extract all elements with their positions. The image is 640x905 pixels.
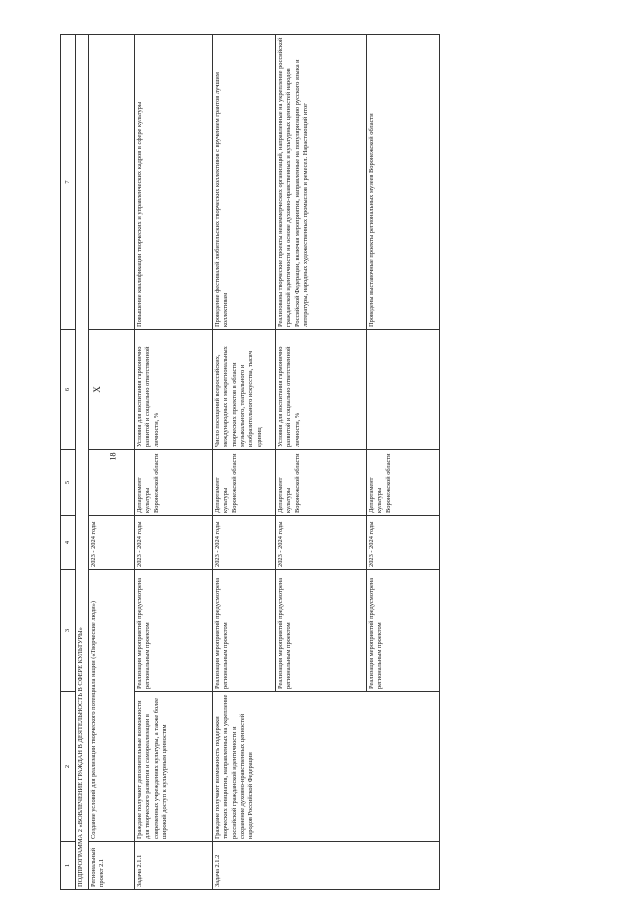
cell: 2023 - 2024 годы xyxy=(89,516,135,570)
cell: Проведение фестивалей любительских творческих коллективов с вручением грантов лучшим коллективам xyxy=(213,35,276,330)
cell: Задача 2.1.2 xyxy=(213,842,440,890)
page-number: 18 xyxy=(108,452,118,461)
cell: 2023 - 2024 годы xyxy=(213,516,276,570)
cell: 2023 - 2024 годы xyxy=(276,516,367,570)
cell: 2023 - 2024 годы xyxy=(367,516,440,570)
cell: Задача 2.1.1 xyxy=(135,842,213,890)
col-number-6: 6 xyxy=(61,330,76,450)
cell: Проведены выставочные проекты региональных музеев Воронежской области xyxy=(367,35,440,330)
cell: Реализация мероприятий предусмотрена региональным проектом xyxy=(135,570,213,692)
col-number-4: 4 xyxy=(61,516,76,570)
cell xyxy=(89,450,135,516)
table-row xyxy=(89,35,135,890)
cell: Повышение квалификации творческих и управленческих кадров в сфере культуры xyxy=(135,35,213,330)
rotated-page xyxy=(60,35,473,890)
subprogram-title: ПОДПРОГРАММА 2 «ВОВЛЕЧЕНИЕ ГРАЖДАН В ДЕЯТЕЛЬНОСТЬ В СФЕРЕ КУЛЬТУРЫ» xyxy=(76,35,89,890)
cell: Реализация мероприятий предусмотрена региональным проектом xyxy=(276,570,367,692)
cell: Условия для воспитания гармонично развитой и социально ответственной личности, % xyxy=(135,330,213,450)
cell: Создание условий для реализации творческого потенциала нации («Творческие люди») xyxy=(89,570,135,842)
col-number-7: 7 xyxy=(61,35,76,330)
cell: Условия для воспитания гармонично развитой и социально ответственной личности, % xyxy=(276,330,367,450)
subprogram-row xyxy=(76,35,89,890)
cell: Реализация мероприятий предусмотрена региональным проектом xyxy=(213,570,276,692)
col-number-1: 1 xyxy=(61,842,76,890)
cell: Департамент культуры Воронежской области xyxy=(213,450,276,516)
table-row xyxy=(135,35,213,890)
cell: Граждане получают возможность поддержки творческих инициатив, направленных на укрепление российской гражданской идентичности и сохранение духовно-нравственных ценностей народов Российской Федерации xyxy=(213,692,440,842)
col-number-5: 5 xyxy=(61,450,76,516)
cell: Реализованы творческие проекты некоммерческих организаций, направленные на укрепление российской гражданской идентичности на основе духовно-нравственных и культурных ценностей народов Российской Федерации, включая мероприятия, направленные на популяризацию русского языка и литературы, народных художественных промыслов и ремесел. Нарастающий итог xyxy=(276,35,367,330)
cell xyxy=(367,330,440,450)
cell: Департамент культуры Воронежской области xyxy=(276,450,367,516)
cell: Региональный проект 2.1 xyxy=(89,842,135,890)
cell xyxy=(89,35,135,330)
cell: 2023 - 2024 годы xyxy=(135,516,213,570)
col-number-2: 2 xyxy=(61,692,76,842)
cell: Департамент культуры Воронежской области xyxy=(367,450,440,516)
cell: Число посещений всероссийских, международных и межрегиональных творческих проектов в области музыкального, театрального и изобразительного искусства, тысяч единиц xyxy=(213,330,276,450)
cell: Реализация мероприятий предусмотрена региональным проектом xyxy=(367,570,440,692)
cross-mark: X xyxy=(89,330,135,450)
col-number-3: 3 xyxy=(61,570,76,692)
program-table xyxy=(60,34,440,890)
cell: Граждане получают дополнительные возможности для творческого развития и самореализации в современных учреждениях культуры, а также более широкий доступ к культурным ценностям xyxy=(135,692,213,842)
cell: Департамент культуры Воронежской области xyxy=(135,450,213,516)
header-row xyxy=(61,35,76,890)
table-row xyxy=(213,35,276,890)
